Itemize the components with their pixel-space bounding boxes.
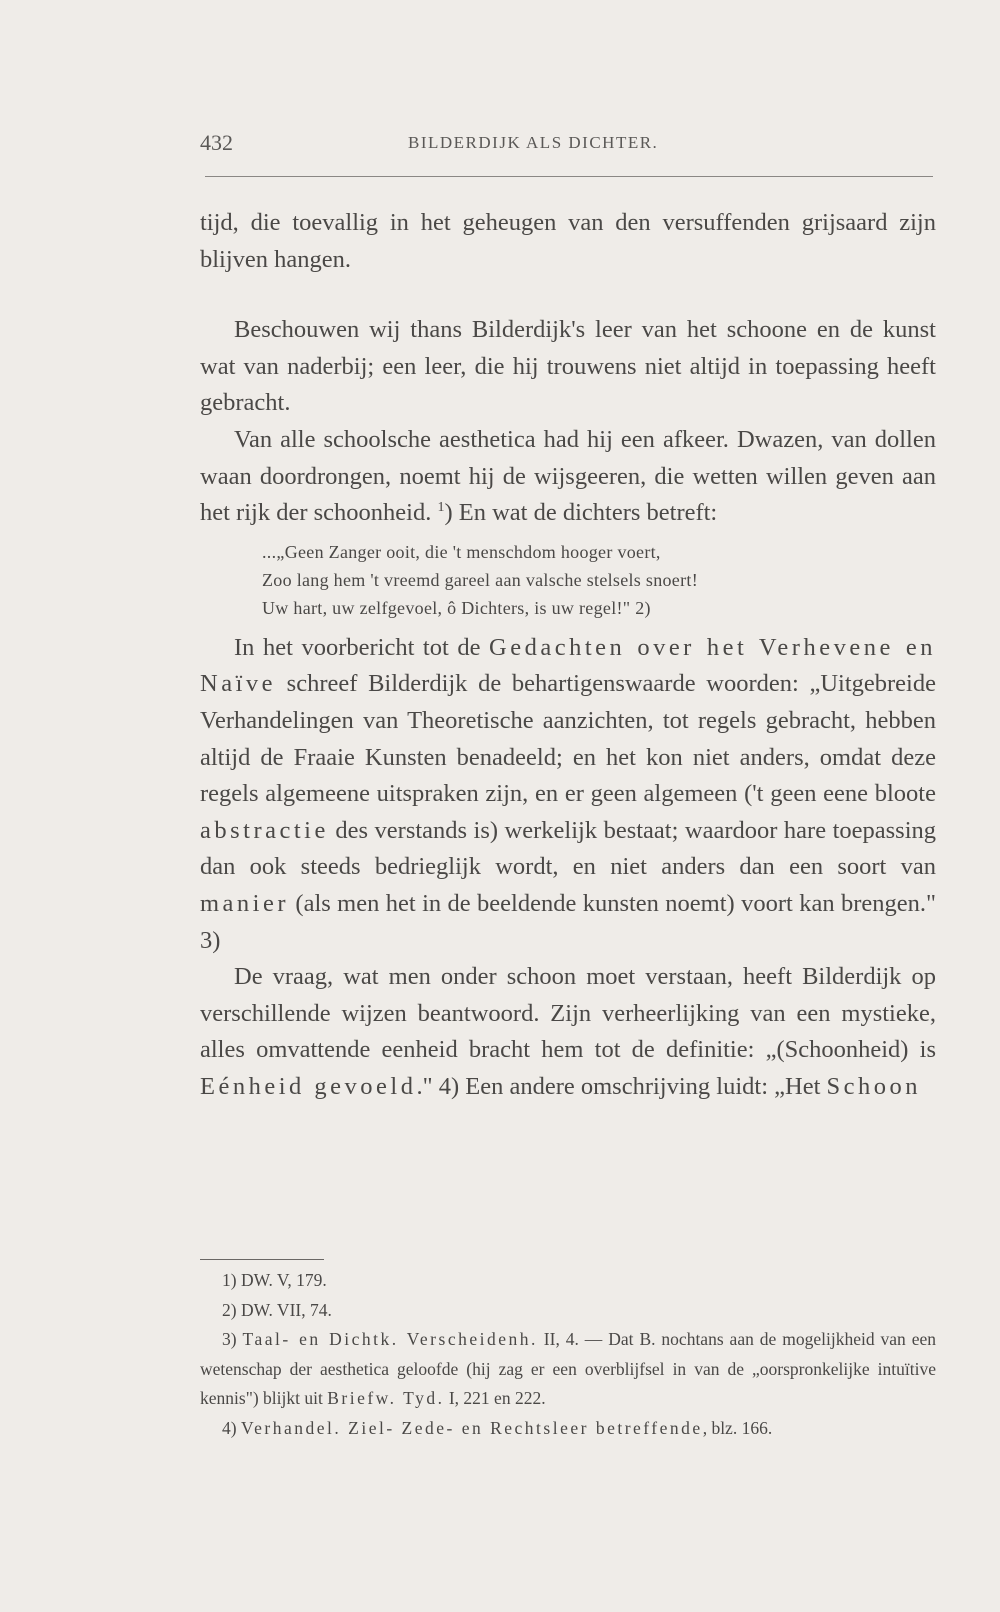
footnote-4: [200, 1414, 936, 1444]
p4-text-a: In het voorbericht tot de: [234, 633, 490, 661]
footnote-rule: [200, 1259, 324, 1260]
emphasis-schoon: Schoon: [826, 1072, 922, 1100]
p4-text-c: des verstands is) werkelijk bestaat; waardoor hare toepassing dan ook steeds bedrieglijk wordt, en niet anders dan een soort van: [200, 816, 936, 881]
footnote-ref-1: 1: [437, 500, 445, 515]
emphasis-manier: manier: [200, 889, 290, 917]
p4-text-d: (als men het in de beeldende kunsten noemt) voort kan brengen." 3): [200, 889, 936, 954]
running-head: BILDERDIJK ALS DICHTER.: [408, 133, 659, 152]
verse-quote: [262, 538, 936, 622]
work-title-gedachten: Gedachten over het Verhevene en Naïve: [200, 633, 936, 698]
fn4-text: , blz. 166.: [702, 1417, 773, 1438]
footnote-2: 2) DW. VII, 74.: [222, 1299, 332, 1320]
fn3-text: II, 4. — Dat B. nochtans aan de mogelijkheid van een wetenschap der aesthetica geloofde (hij zag er een overblijfsel in van de „oorspronkelijke intuïtive kennis") blijkt uit: [200, 1329, 936, 1408]
page-number: 432: [200, 130, 233, 155]
verse-line-1: ...„Geen Zanger ooit, die 't menschdom hooger voert,: [262, 541, 661, 562]
verse-line-3: Uw hart, uw zelfgevoel, ô Dichters, is uw regel!" 2): [262, 597, 651, 618]
p4-text-b: schreef Bilderdijk de behartigenswaarde woorden: „Uitgebreide Verhandelingen van Theoretische aanzichten, tot regels gebracht, hebben altijd de Fraaie Kunsten benadeeld; en het kon niet anders, omdat deze regels algemeene uitspraken zijn, en er geen algemeen ('t geen eene bloote: [200, 670, 936, 808]
p3-text-a: Van alle schoolsche aesthetica had hij een afkeer. Dwazen, van dollen waan doordrongen, noemt hij de wijsgeeren, die wetten willen geven aan het rijk der schoonheid.: [200, 425, 936, 527]
footnote-1: 1) DW. V, 179.: [222, 1270, 327, 1290]
p5-text-b: ." 4) Een andere omschrijving luidt: „Het: [416, 1072, 827, 1100]
emphasis-eenheid: Eénheid gevoeld: [200, 1072, 417, 1100]
fn4-num: 4): [222, 1417, 241, 1438]
page-header: [200, 130, 933, 160]
fn3-text-end: I, 221 en 222.: [444, 1388, 546, 1408]
paragraph-vraag: [200, 959, 936, 1105]
footnote-3: [200, 1325, 936, 1414]
paragraph-beschouwen: Beschouwen wij thans Bilderdijk's leer van het schoone en de kunst wat van naderbij; een leer, die hij trouwens niet altijd in toepassing heeft gebracht.: [200, 316, 936, 417]
p5-text-a: De vraag, wat men onder schoon moet verstaan, heeft Bilderdijk op verschillende wijzen beantwoord. Zijn verheerlijking van een mystieke, alles omvattende eenheid bracht hem tot de definitie: „(Schoonheid) is: [200, 963, 936, 1064]
verse-line-2: Zoo lang hem 't vreemd gareel aan valsche stelsels snoert!: [262, 569, 698, 590]
main-text: [200, 205, 936, 1105]
paragraph-gap: [200, 278, 936, 312]
p3-text-b: ) En wat de dichters betreft:: [444, 499, 718, 527]
fn3-num: 3): [222, 1329, 243, 1349]
fn4-work-title: Verhandel. Ziel- Zede- en Rechtsleer betreffende: [240, 1417, 703, 1438]
paragraph-aesthetica: [200, 422, 936, 532]
emphasis-abstractie: abstractie: [200, 816, 329, 844]
fn3-work-title: Taal- en Dichtk. Verscheidenh.: [242, 1329, 538, 1349]
footnotes: [200, 1266, 936, 1443]
fn3-briefw: Briefw. Tyd.: [327, 1388, 445, 1408]
paragraph-voorbericht: [200, 630, 936, 959]
paragraph-continuation: tijd, die toevallig in het geheugen van den versuffenden grijsaard zijn blijven hangen.: [200, 209, 936, 273]
header-rule: [205, 176, 933, 177]
